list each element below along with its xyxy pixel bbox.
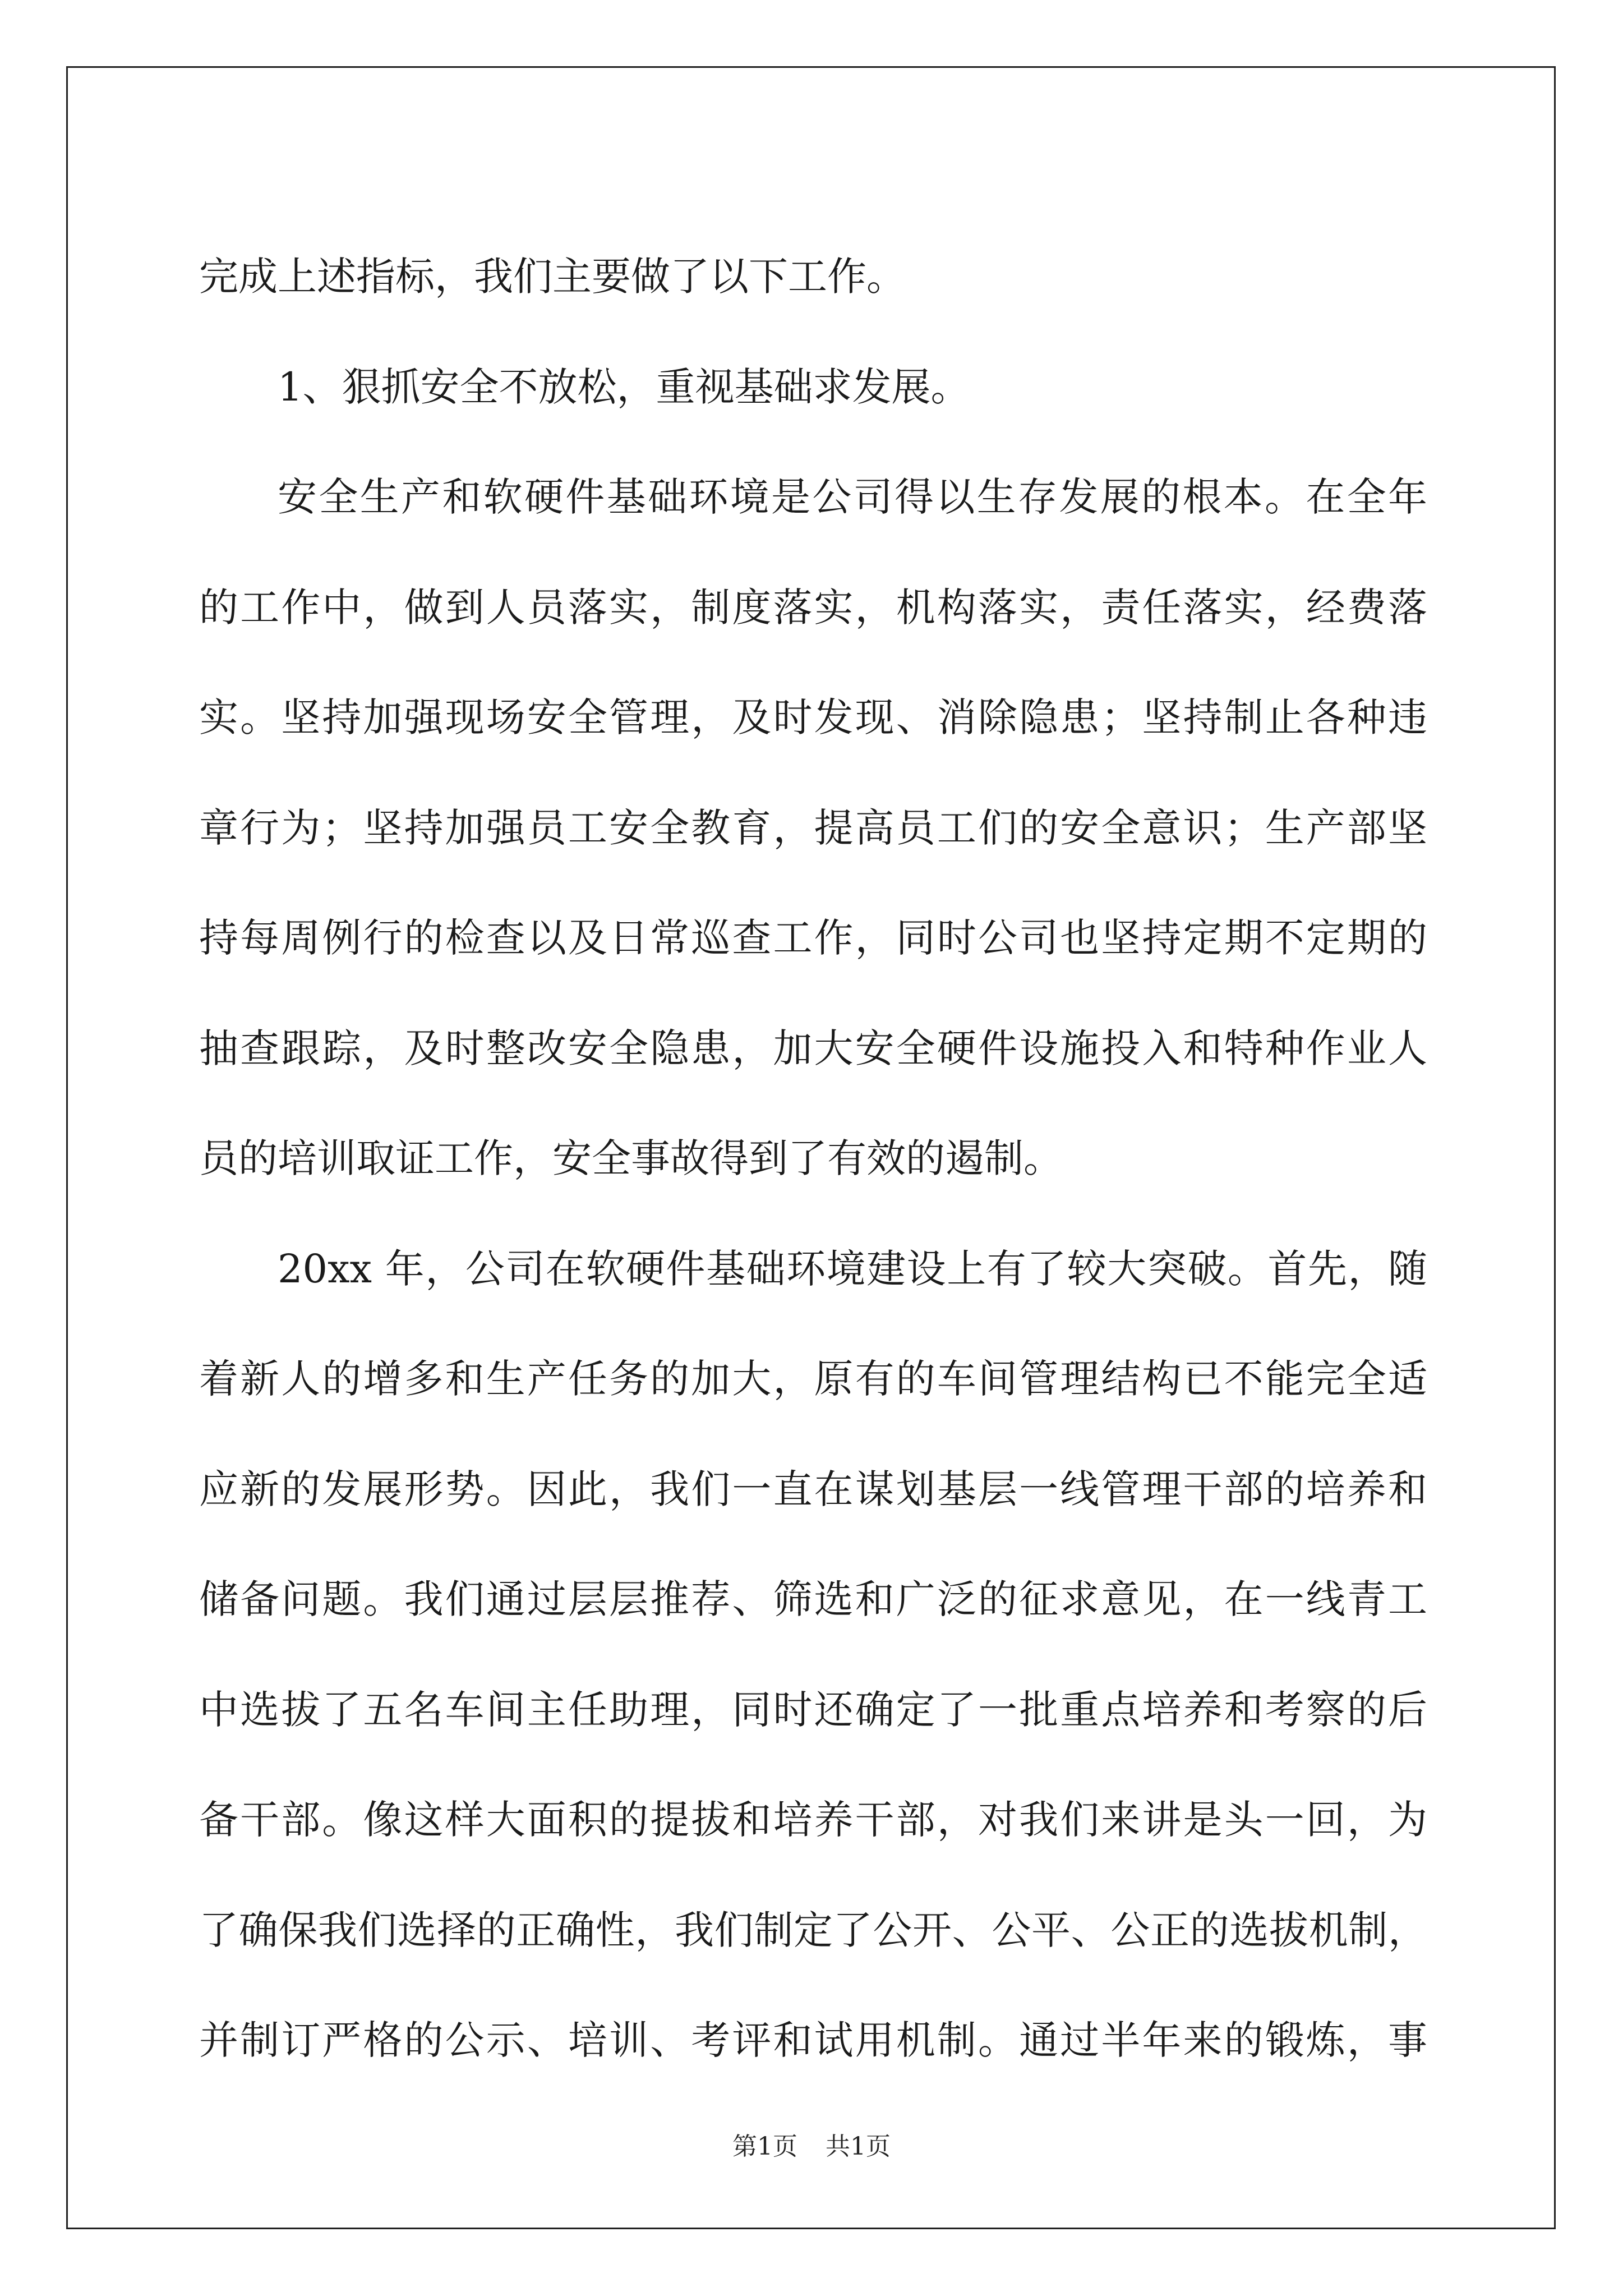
- text-line: 完成上述指标，我们主要做了以下工作。: [199, 254, 906, 300]
- text-line: 实。坚持加强现场安全管理，及时发现、消除隐患；坚持制止各种违: [199, 694, 1427, 740]
- page-number-current: 第1页: [732, 2132, 797, 2161]
- text-line: 20xx 年，公司在软硬件基础环境建设上有了较大突破。首先，随: [278, 1245, 1427, 1292]
- text-line: 备干部。像这样大面积的提拔和培养干部，对我们来讲是头一回，为: [199, 1797, 1427, 1843]
- text-line: 着新人的增多和生产任务的加大，原有的车间管理结构已不能完全适: [199, 1356, 1427, 1402]
- paragraph: [199, 332, 1427, 443]
- text-line: 持每周例行的检查以及日常巡查工作，同时公司也坚持定期不定期的: [199, 915, 1427, 961]
- text-line: 章行为；坚持加强员工安全教育，提高员工们的安全意识；生产部坚: [199, 804, 1427, 851]
- page-footer: [0, 2126, 1623, 2162]
- text-line: 应新的发展形势。因此，我们一直在谋划基层一线管理干部的培养和: [199, 1466, 1427, 1512]
- text-line: 员的培训取证工作，安全事故得到了有效的遏制。: [199, 1135, 1063, 1181]
- text-line: 安全生产和软硬件基础环境是公司得以生存发展的根本。在全年: [278, 474, 1427, 520]
- text-line: 的工作中，做到人员落实，制度落实，机构落实，责任落实，经费落: [199, 584, 1427, 631]
- paragraph: [199, 442, 1427, 1214]
- text-line: 了确保我们选择的正确性，我们制定了公开、公平、公正的选拔机制，: [199, 1907, 1427, 1953]
- paragraph: [199, 1214, 1427, 2096]
- text-line: 并制订严格的公示、培训、考评和试用机制。通过半年来的锻炼，事: [199, 2017, 1427, 2063]
- text-line: 储备问题。我们通过层层推荐、筛选和广泛的征求意见，在一线青工: [199, 1576, 1427, 1622]
- page-number-total: 共1页: [826, 2132, 891, 2161]
- text-line: 中选拔了五名车间主任助理，同时还确定了一批重点培养和考察的后: [199, 1686, 1427, 1733]
- document-body: [199, 222, 1427, 2096]
- text-line: 抽查跟踪，及时整改安全隐患，加大安全硬件设施投入和特种作业人: [199, 1025, 1427, 1071]
- text-line: 1、狠抓安全不放松，重视基础求发展。: [278, 364, 970, 410]
- paragraph: [199, 222, 1427, 332]
